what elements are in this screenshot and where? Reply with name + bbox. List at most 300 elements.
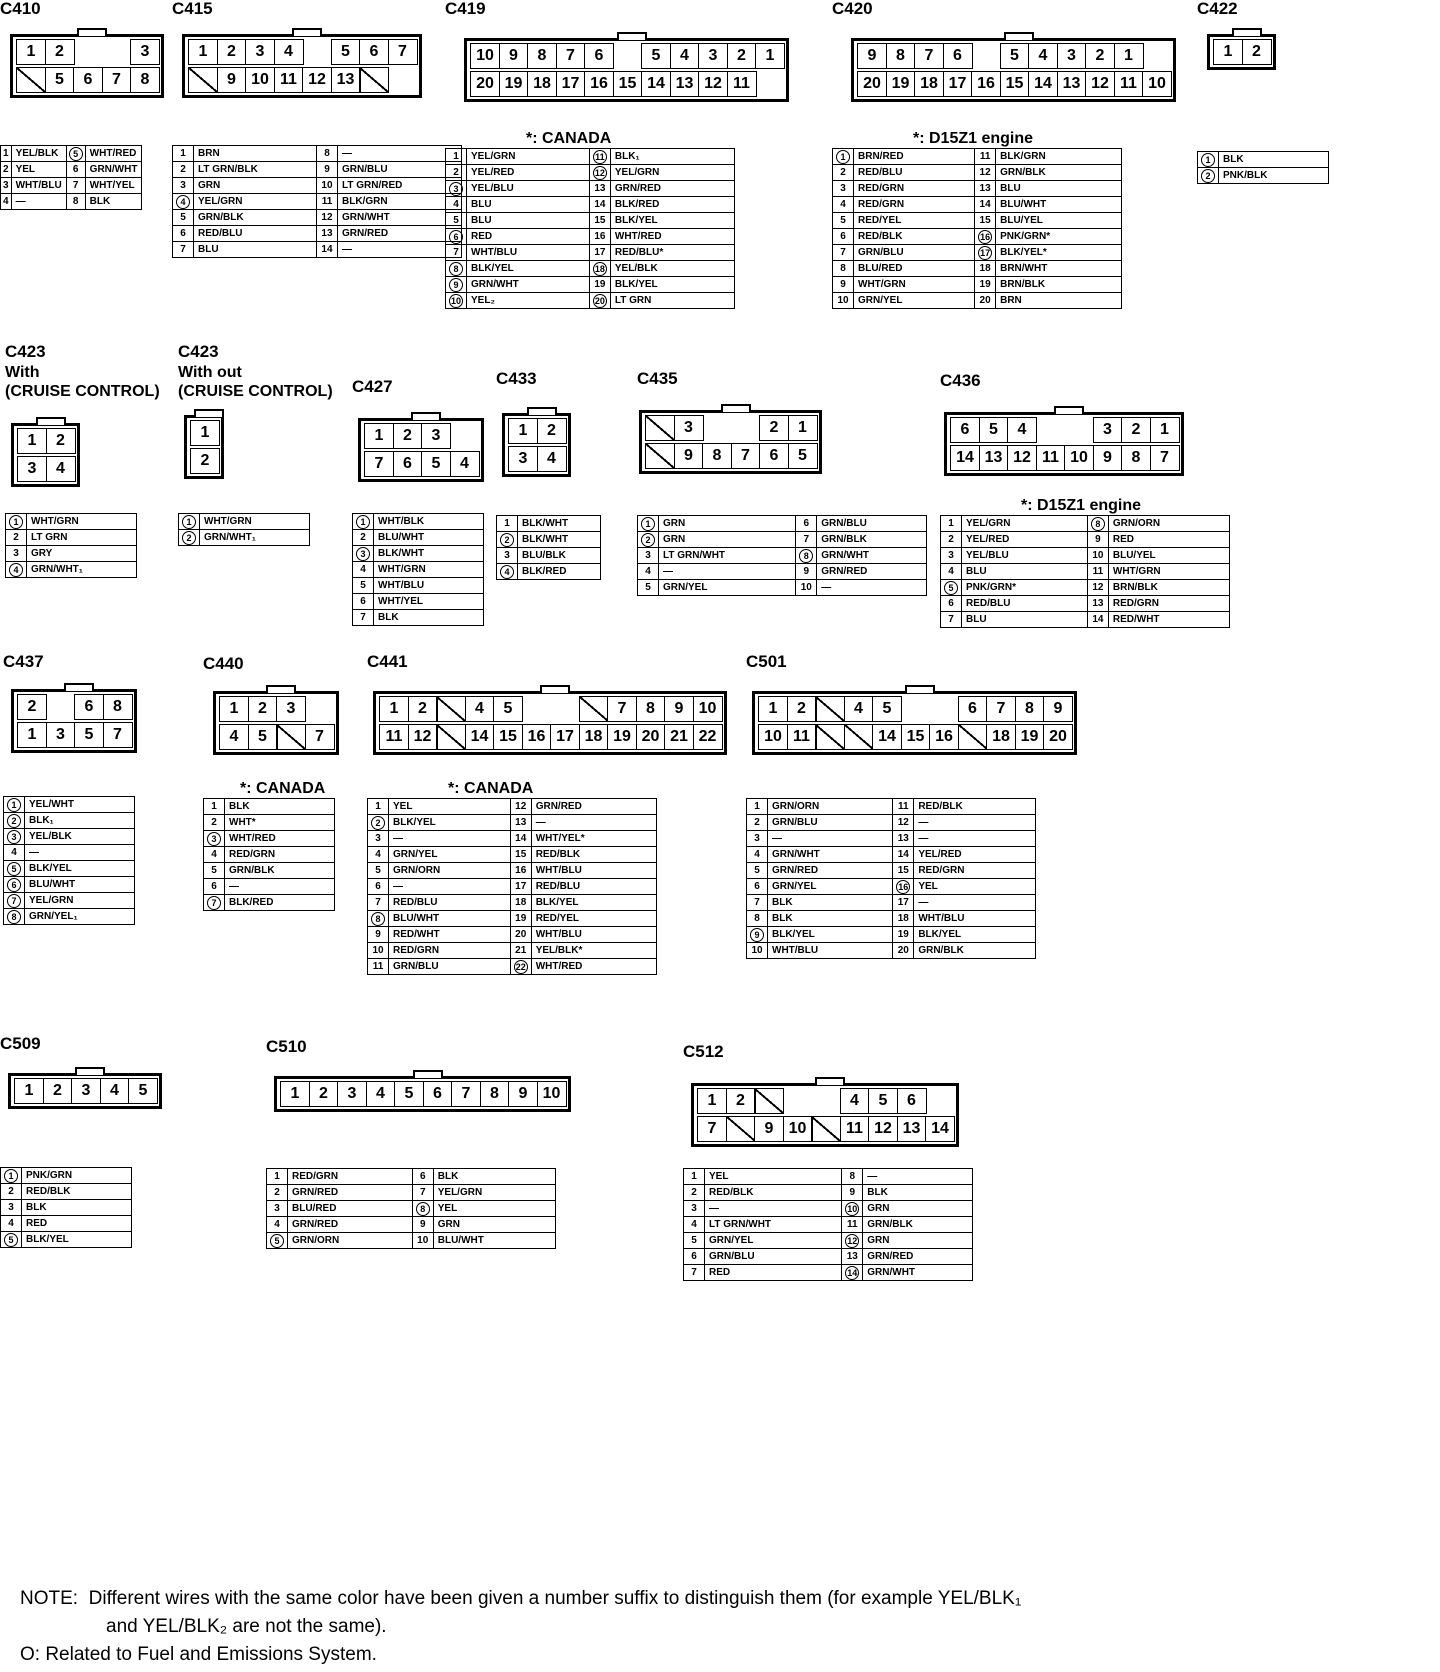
cavity-4: 4 xyxy=(366,1081,396,1107)
pin-number xyxy=(638,532,659,548)
cavity-6: 6 xyxy=(958,696,988,722)
cavity-8: 8 xyxy=(636,696,666,722)
pin-row xyxy=(4,797,135,813)
fuel-emission-marker: 22 xyxy=(515,961,526,972)
wire-color: BLU xyxy=(962,564,1088,580)
pin-row xyxy=(204,799,335,815)
connector-row xyxy=(697,1088,925,1114)
pin-row xyxy=(1,1200,132,1216)
wire-color: — xyxy=(768,831,893,847)
pin-table xyxy=(445,148,735,309)
cavity-7: 7 xyxy=(697,1116,727,1142)
cavity-2: 2 xyxy=(759,415,789,441)
pin-number: 20 xyxy=(510,927,531,943)
pin-number: 8 xyxy=(316,146,337,162)
pin-row xyxy=(173,194,462,210)
wire-color: — xyxy=(389,831,511,847)
wire-color: — xyxy=(914,815,1036,831)
wire-color: GRN/RED xyxy=(288,1185,413,1201)
blank-cavity xyxy=(811,1116,841,1142)
pin-row xyxy=(684,1217,973,1233)
pin-number: 9 xyxy=(316,162,337,178)
pin-number xyxy=(833,149,854,165)
connector-face xyxy=(358,418,484,482)
latch-gap xyxy=(811,1088,841,1114)
cavity-1: 1 xyxy=(188,39,218,65)
pin-number: 4 xyxy=(4,845,25,861)
pin-number: 13 xyxy=(842,1249,863,1265)
pin-number: 15 xyxy=(975,213,996,229)
blank-cavity xyxy=(645,415,675,441)
fuel-emission-marker: 18 xyxy=(594,263,605,274)
pin-number xyxy=(4,861,25,877)
pin-number: 3 xyxy=(638,548,659,564)
cavity-6: 6 xyxy=(759,443,789,469)
latch-gap xyxy=(731,415,761,441)
wire-color: GRN/BLK xyxy=(817,532,927,548)
pin-row xyxy=(353,546,484,562)
cavity-13: 13 xyxy=(979,445,1009,471)
wire-color: GRN/RED xyxy=(768,863,893,879)
cavity-6: 6 xyxy=(393,451,423,477)
connector-latch xyxy=(815,1077,845,1085)
wire-color: — xyxy=(705,1201,842,1217)
connector-name: C423 xyxy=(178,342,219,361)
wire-color: GRN/BLU xyxy=(768,815,893,831)
pin-row xyxy=(497,548,601,564)
blank-cavity xyxy=(188,67,218,93)
wire-color: BLK/YEL xyxy=(22,1232,132,1248)
wire-color: BLK/RED xyxy=(610,197,734,213)
cavity-7: 7 xyxy=(1150,445,1180,471)
wire-color: GRN/RED xyxy=(288,1217,413,1233)
pin-number: 1 xyxy=(446,149,467,165)
wire-color: WHT/GRN xyxy=(854,277,975,293)
wire-color: YEL/RED xyxy=(962,532,1088,548)
wire-color: BLK xyxy=(225,799,335,815)
pin-number xyxy=(267,1233,288,1249)
fuel-emission-marker: 2 xyxy=(1201,169,1215,183)
wire-color: BLK/YEL xyxy=(389,815,511,831)
pin-number xyxy=(4,797,25,813)
pin-number xyxy=(1198,152,1219,168)
pin-number: 19 xyxy=(893,927,914,943)
pin-number: 7 xyxy=(446,245,467,261)
pin-number: 6 xyxy=(66,162,85,178)
wire-color: WHT/BLK xyxy=(374,514,484,530)
pin-row xyxy=(941,580,1230,596)
pin-number: 20 xyxy=(893,943,914,959)
cavity-16: 16 xyxy=(971,71,1001,97)
pin-row xyxy=(353,594,484,610)
pin-number: 4 xyxy=(1,1216,22,1232)
cavity-7: 7 xyxy=(305,724,335,750)
connector-face xyxy=(11,689,137,753)
cavity-2: 2 xyxy=(537,418,567,444)
wire-color: GRN/ORN xyxy=(389,863,511,879)
pin-row xyxy=(6,530,137,546)
wire-color: GRN/WHT xyxy=(85,162,142,178)
connector-name: C419 xyxy=(445,0,486,18)
pin-row xyxy=(747,831,1036,847)
pin-number: 16 xyxy=(510,863,531,879)
wire-color: GRN/BLK xyxy=(194,210,317,226)
cavity-13: 13 xyxy=(670,71,700,97)
connector-name: C512 xyxy=(683,1042,724,1061)
wire-color: — xyxy=(25,845,135,861)
pin-number: 5 xyxy=(747,863,768,879)
wire-color: RED/BLK xyxy=(854,229,975,245)
cavity-6: 6 xyxy=(73,67,103,93)
wire-color: RED/BLU* xyxy=(610,245,734,261)
pin-number: 2 xyxy=(833,165,854,181)
wire-color: RED/GRN xyxy=(288,1169,413,1185)
cavity-2: 2 xyxy=(1085,43,1115,69)
pin-row xyxy=(368,927,657,943)
pin-row xyxy=(6,546,137,562)
pin-table xyxy=(178,513,310,546)
connector-face xyxy=(184,415,224,479)
pin-row xyxy=(941,612,1230,628)
wire-color: GRN/YEL xyxy=(705,1233,842,1249)
wire-color: — xyxy=(225,879,335,895)
pin-number: 18 xyxy=(975,261,996,277)
cavity-5: 5 xyxy=(788,443,818,469)
cavity-14: 14 xyxy=(641,71,671,97)
wire-color: RED/BLU xyxy=(854,165,975,181)
pin-row xyxy=(1,178,142,194)
wire-color: YEL/GRN xyxy=(610,165,734,181)
pin-row xyxy=(4,813,135,829)
wire-color: WHT/GRN xyxy=(1108,564,1229,580)
connector-latch xyxy=(411,412,441,420)
wire-color: BLK₁ xyxy=(25,813,135,829)
pin-table xyxy=(683,1168,973,1281)
fuel-emission-marker: 10 xyxy=(847,1203,858,1214)
cavity-1: 1 xyxy=(1114,43,1144,69)
cavity-8: 8 xyxy=(480,1081,510,1107)
latch-gap xyxy=(102,39,132,65)
wire-color: — xyxy=(914,831,1036,847)
cavity-8: 8 xyxy=(1015,696,1045,722)
note-label: NOTE: xyxy=(20,1588,79,1609)
pin-number: 9 xyxy=(1087,532,1108,548)
connector-row xyxy=(857,43,1142,69)
cavity-5: 5 xyxy=(868,1088,898,1114)
wire-color: GRN/WHT xyxy=(337,210,461,226)
cavity-3: 3 xyxy=(1057,43,1087,69)
note-text-1: Different wires with the same color have been given a number suffix to distinguish them (for example YEL/BLK₁ xyxy=(88,1588,1022,1609)
pin-number: 17 xyxy=(893,895,914,911)
wire-color: PNK/GRN xyxy=(22,1168,132,1184)
connector-latch xyxy=(527,407,557,415)
cavity-6: 6 xyxy=(423,1081,453,1107)
wire-color: BLU/YEL xyxy=(996,213,1122,229)
pin-number: 6 xyxy=(204,879,225,895)
cavity-1: 1 xyxy=(17,722,47,748)
cavity-11: 11 xyxy=(787,724,817,750)
connector-latch xyxy=(1054,406,1084,414)
fuel-emission-marker: 1 xyxy=(9,515,23,529)
pin-row xyxy=(1198,168,1329,184)
cavity-7: 7 xyxy=(388,39,418,65)
cavity-10: 10 xyxy=(1064,445,1094,471)
pin-number: 1 xyxy=(267,1169,288,1185)
fuel-emission-marker: 6 xyxy=(7,878,21,892)
fuel-emission-marker: 2 xyxy=(641,533,655,547)
cavity-6: 6 xyxy=(359,39,389,65)
pin-number xyxy=(842,1201,863,1217)
wire-color: — xyxy=(389,879,511,895)
pin-number: 1 xyxy=(747,799,768,815)
wire-color: — xyxy=(531,815,656,831)
pin-number: 4 xyxy=(638,564,659,580)
pin-row xyxy=(497,564,601,580)
connector-row xyxy=(379,724,721,750)
pin-row xyxy=(1,194,142,210)
pin-number xyxy=(4,829,25,845)
connector-row xyxy=(364,451,478,477)
connector-face xyxy=(944,412,1184,476)
wire-color: GRN xyxy=(194,178,317,194)
pin-row xyxy=(638,516,927,532)
latch-gap xyxy=(971,43,1001,69)
cavity-13: 13 xyxy=(897,1116,927,1142)
wire-color: GRN/WHT xyxy=(817,548,927,564)
cavity-7: 7 xyxy=(103,722,133,748)
cavity-1: 1 xyxy=(1213,39,1243,65)
pin-number xyxy=(412,1201,433,1217)
wire-color: BLK xyxy=(85,194,142,210)
pin-table xyxy=(266,1168,556,1249)
pin-row xyxy=(1198,152,1329,168)
pin-number: 7 xyxy=(173,242,194,258)
cavity-18: 18 xyxy=(986,724,1016,750)
pin-row xyxy=(173,162,462,178)
wire-color: RED/YEL xyxy=(531,911,656,927)
wire-color: BLK/GRN xyxy=(996,149,1122,165)
wire-color: RED/GRN xyxy=(1108,596,1229,612)
cavity-3: 3 xyxy=(245,39,275,65)
latch-gap xyxy=(901,696,931,722)
cavity-3: 3 xyxy=(71,1078,101,1104)
connector-face xyxy=(752,691,1077,755)
connector-row xyxy=(188,67,388,93)
pin-number xyxy=(4,877,25,893)
cavity-15: 15 xyxy=(613,71,643,97)
pin-number xyxy=(941,580,962,596)
connector-row xyxy=(470,43,784,69)
cavity-2: 2 xyxy=(17,694,47,720)
pin-row xyxy=(204,815,335,831)
fuel-emission-marker: 16 xyxy=(898,881,909,892)
pin-number: 5 xyxy=(684,1233,705,1249)
pin-number: 3 xyxy=(833,181,854,197)
connector-latch xyxy=(1004,32,1034,40)
pin-number: 2 xyxy=(353,530,374,546)
cavity-9: 9 xyxy=(1093,445,1123,471)
pin-number: 9 xyxy=(842,1185,863,1201)
connector-latch xyxy=(64,683,94,691)
pin-row xyxy=(173,210,462,226)
pin-number: 14 xyxy=(316,242,337,258)
wire-color: RED/BLK xyxy=(914,799,1036,815)
cavity-5: 5 xyxy=(331,39,361,65)
pin-number xyxy=(975,229,996,245)
wire-color: GRN/WHT xyxy=(768,847,893,863)
connector-face xyxy=(274,1076,571,1112)
cavity-2: 2 xyxy=(217,39,247,65)
pin-number: 2 xyxy=(684,1185,705,1201)
fuel-emission-marker: 20 xyxy=(594,295,605,306)
cavity-5: 5 xyxy=(421,451,451,477)
pin-row xyxy=(4,861,135,877)
connector-latch xyxy=(1232,28,1262,36)
cavity-17: 17 xyxy=(550,724,580,750)
cavity-1: 1 xyxy=(788,415,818,441)
pin-number xyxy=(204,831,225,847)
wire-color: LT GRN/WHT xyxy=(659,548,796,564)
connector-row xyxy=(17,694,131,720)
connector-latch xyxy=(540,685,570,693)
wire-color: YEL/BLU xyxy=(962,548,1088,564)
pin-table xyxy=(0,1167,132,1248)
cavity-12: 12 xyxy=(868,1116,898,1142)
wire-color: RED/BLU xyxy=(962,596,1088,612)
pin-number xyxy=(589,149,610,165)
pin-table xyxy=(352,513,484,626)
cavity-1: 1 xyxy=(16,39,46,65)
pin-number: 14 xyxy=(893,847,914,863)
wire-color: BLK/YEL xyxy=(768,927,893,943)
cavity-5: 5 xyxy=(74,722,104,748)
wire-color: WHT/RED xyxy=(85,146,142,162)
wire-color: GRN/WHT xyxy=(863,1265,973,1281)
legend-text: O: Related to Fuel and Emissions System. xyxy=(20,1644,377,1665)
cavity-14: 14 xyxy=(1028,71,1058,97)
connector-latch xyxy=(77,28,107,36)
wire-color: BLK xyxy=(768,895,893,911)
pin-number: 3 xyxy=(941,548,962,564)
pin-number: 12 xyxy=(510,799,531,815)
pin-number: 6 xyxy=(173,226,194,242)
pin-table xyxy=(746,798,1036,959)
connector-face xyxy=(1207,34,1276,70)
pin-row xyxy=(179,530,310,546)
connector-row xyxy=(364,423,450,449)
cavity-12: 12 xyxy=(698,71,728,97)
cavity-1: 1 xyxy=(280,1081,310,1107)
pin-table xyxy=(637,515,927,596)
pin-row xyxy=(368,863,657,879)
blank-cavity xyxy=(359,67,389,93)
cavity-11: 11 xyxy=(1036,445,1066,471)
pin-number: 2 xyxy=(941,532,962,548)
fuel-emission-marker: 16 xyxy=(980,231,991,242)
cavity-2: 2 xyxy=(190,448,220,474)
connector-row xyxy=(857,71,1171,97)
cavity-9: 9 xyxy=(217,67,247,93)
cavity-7: 7 xyxy=(451,1081,481,1107)
cavity-13: 13 xyxy=(1057,71,1087,97)
connector-name: C435 xyxy=(637,369,678,388)
connector-face xyxy=(373,691,727,755)
cavity-5: 5 xyxy=(394,1081,424,1107)
cavity-5: 5 xyxy=(979,417,1009,443)
wire-color: BLK xyxy=(374,610,484,626)
pin-row xyxy=(4,877,135,893)
cavity-7: 7 xyxy=(731,443,761,469)
wire-color: RED/GRN xyxy=(389,943,511,959)
connector-face xyxy=(8,1073,162,1109)
cavity-2: 2 xyxy=(726,1088,756,1114)
latch-gap xyxy=(550,696,580,722)
pin-number: 14 xyxy=(589,197,610,213)
cavity-2: 2 xyxy=(1121,417,1151,443)
fuel-emission-marker: 8 xyxy=(416,1202,430,1216)
connector-name: C436 xyxy=(940,371,981,390)
wire-color: — xyxy=(817,580,927,596)
cavity-10: 10 xyxy=(783,1116,813,1142)
connector-row xyxy=(17,428,74,454)
wire-color: GRN/BLK xyxy=(225,863,335,879)
pin-number: 5 xyxy=(353,578,374,594)
pin-number: 2 xyxy=(173,162,194,178)
pin-number: 15 xyxy=(589,213,610,229)
cavity-10: 10 xyxy=(693,696,723,722)
pin-number: 13 xyxy=(893,831,914,847)
cavity-3: 3 xyxy=(421,423,451,449)
connector-name: C420 xyxy=(832,0,873,18)
cavity-4: 4 xyxy=(670,43,700,69)
cavity-1: 1 xyxy=(190,420,220,446)
pin-table xyxy=(5,513,137,578)
wire-color: — xyxy=(914,895,1036,911)
pin-number: 11 xyxy=(842,1217,863,1233)
cavity-4: 4 xyxy=(1007,417,1037,443)
pin-row xyxy=(747,911,1036,927)
cavity-15: 15 xyxy=(1000,71,1030,97)
pin-row xyxy=(1,162,142,178)
cavity-9: 9 xyxy=(857,43,887,69)
pin-number: 9 xyxy=(368,927,389,943)
cavity-9: 9 xyxy=(508,1081,538,1107)
pin-number: 4 xyxy=(267,1217,288,1233)
cavity-14: 14 xyxy=(872,724,902,750)
pin-row xyxy=(368,799,657,815)
pin-number xyxy=(842,1233,863,1249)
cavity-9: 9 xyxy=(754,1116,784,1142)
connector-note: *: CANADA xyxy=(526,130,612,147)
pin-row xyxy=(747,799,1036,815)
connector-row xyxy=(219,724,333,750)
cavity-3: 3 xyxy=(698,43,728,69)
wire-color: PNK/GRN* xyxy=(962,580,1088,596)
cavity-7: 7 xyxy=(556,43,586,69)
pin-number: 3 xyxy=(497,548,518,564)
wire-color: GRN/BLU xyxy=(817,516,927,532)
cavity-3: 3 xyxy=(674,415,704,441)
pin-table xyxy=(496,515,601,580)
cavity-12: 12 xyxy=(408,724,438,750)
wire-color: BLK xyxy=(768,911,893,927)
pin-number xyxy=(747,927,768,943)
pin-number: 21 xyxy=(510,943,531,959)
pin-number xyxy=(1,1168,22,1184)
connector-row xyxy=(950,445,1178,471)
pin-row xyxy=(684,1201,973,1217)
blank-cavity xyxy=(844,724,874,750)
